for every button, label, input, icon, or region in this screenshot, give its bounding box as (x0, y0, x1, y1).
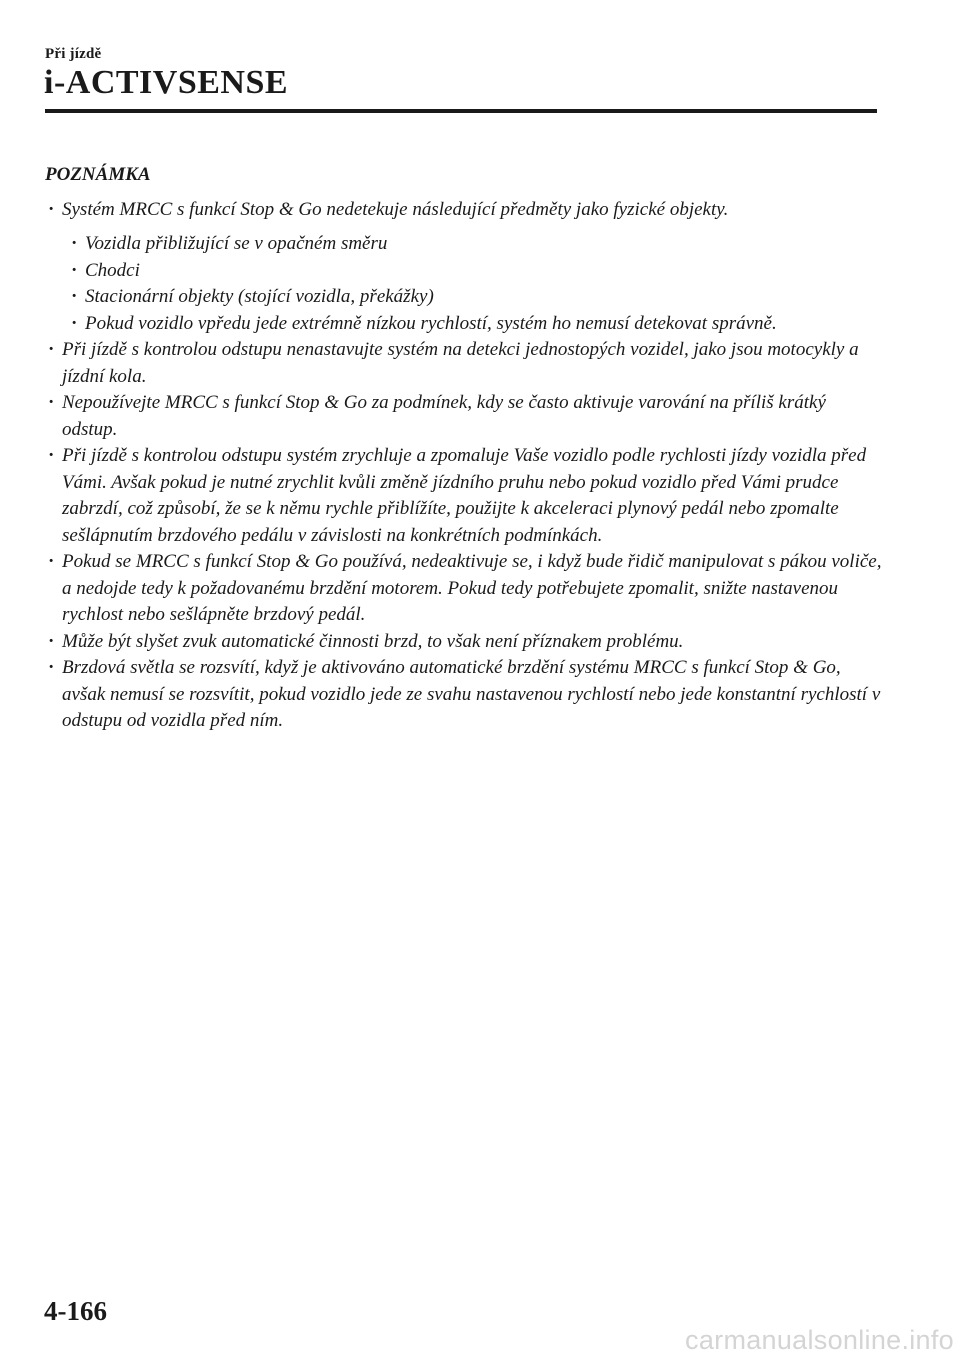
sub-list-item: · Pokud vozidlo vpředu jede extrémně nízkou rychlostí, systém ho nemusí detekovat správně. (68, 311, 885, 338)
list-item: · Při jízdě s kontrolou odstupu nenastavujte systém na detekci jednostopých vozidel, jako jsou motocykly a jízdní kola. (45, 337, 885, 390)
note-heading: POZNÁMKA (45, 164, 151, 185)
note-bullet-list (45, 197, 885, 735)
list-item: · Při jízdě s kontrolou odstupu systém zrychluje a zpomaluje Vaše vozidlo podle rychlosti jízdy vozidla před Vámi. Avšak pokud je nutné zrychlit kvůli změně jízdního pruhu nebo pokud vozidlo před Vámi prudce zabrzdí, což způsobí, že se k němu rychle přiblížíte, použijte k akceleraci plynový pedál nebo zpomalte sešlápnutím brzdového pedálu v závislosti na konkrétních podmínkách. (45, 443, 885, 549)
sub-list-item: · Chodci (68, 258, 885, 285)
list-item: · Brzdová světla se rozsvítí, když je aktivováno automatické brzdění systému MRCC s funkcí Stop & Go, avšak nemusí se rozsvítit, pokud vozidlo jede ze svahu nastavenou rychlostí nebo jede konstantní rychlostí v odstupu od vozidla před ním. (45, 655, 885, 735)
list-item: · Pokud se MRCC s funkcí Stop & Go používá, nedeaktivuje se, i když bude řidič manipulovat s pákou voliče, a nedojde tedy k požadovanému brzdění motorem. Pokud tedy potřebujete zpomalit, snižte nastavenou rychlost nebo sešlápněte brzdový pedál. (45, 549, 885, 629)
list-item-text: Systém MRCC s funkcí Stop & Go nedetekuje následující předměty jako fyzické objekty. (62, 198, 729, 220)
page-number: 4-166 (44, 1296, 107, 1326)
sub-bullet-list (68, 231, 885, 337)
section-label: Při jízdě (45, 46, 102, 62)
note-box (45, 162, 885, 735)
sub-list-item: · Stacionární objekty (stojící vozidla, překážky) (68, 284, 885, 311)
page-title: i-ACTIVSENSE (44, 64, 289, 101)
list-item (45, 197, 885, 338)
sub-list-item: · Vozidla přibližující se v opačném směru (68, 231, 885, 258)
list-item: · Může být slyšet zvuk automatické činnosti brzd, to však není příznakem problému. (45, 629, 885, 656)
watermark: carmanualsonline.info (685, 1325, 954, 1355)
list-item: · Nepoužívejte MRCC s funkcí Stop & Go za podmínek, kdy se často aktivuje varování na příliš krátký odstup. (45, 390, 885, 443)
title-divider (45, 109, 877, 113)
